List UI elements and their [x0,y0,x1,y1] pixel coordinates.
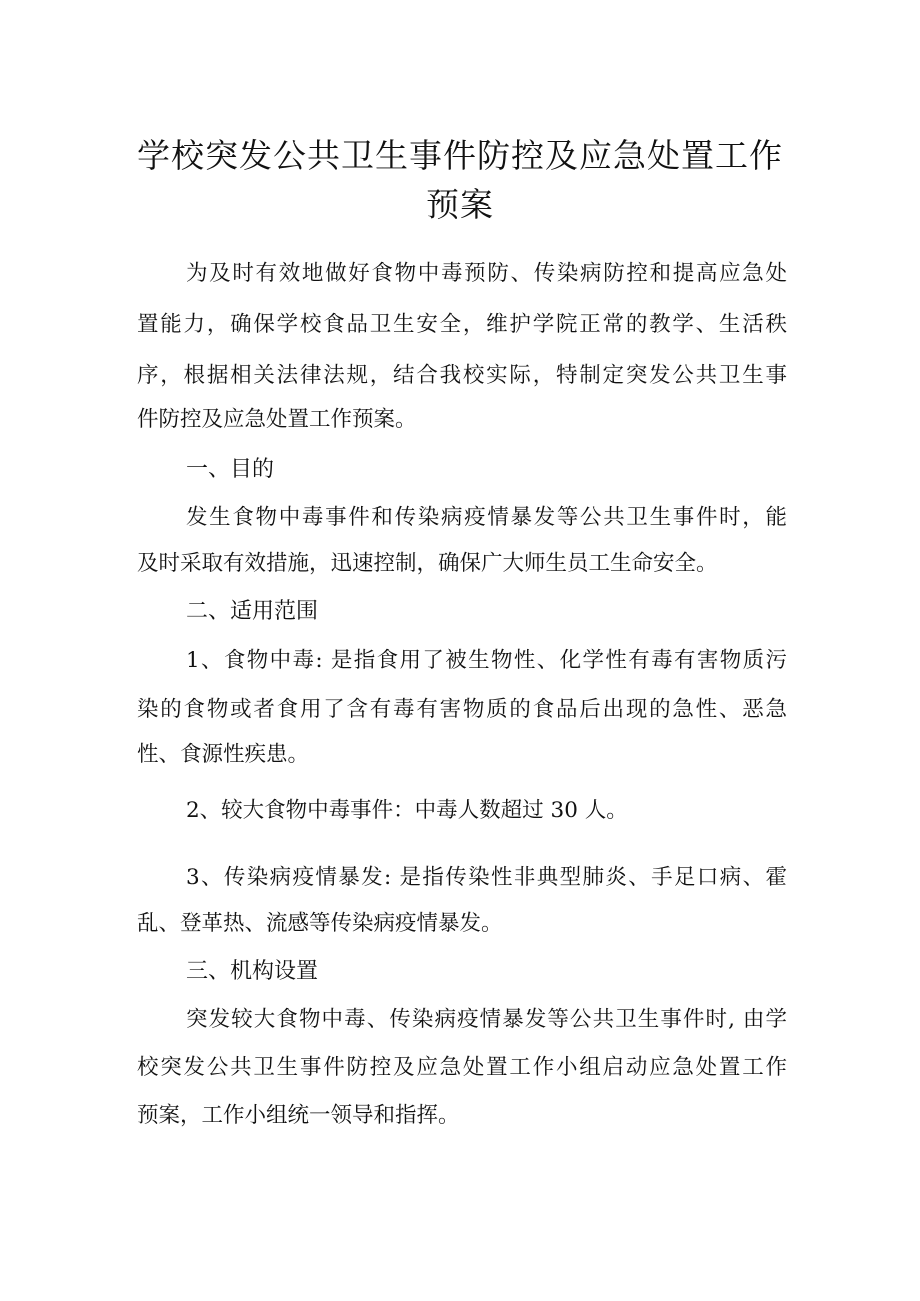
intro-paragraph-line: 置能力，确保学校食品卫生安全，维护学院正常的教学、生活秩 [137,312,787,337]
organization-paragraph-line: 校突发公共卫生事件防控及应急处置工作小组启动应急处置工作 [137,1055,787,1080]
section-heading-scope: 二、适用范围 [186,599,319,624]
scope-item-3-line: 乱、登革热、流感等传染病疫情暴发。 [137,911,503,936]
scope-item-1-line: 1、食物中毒: 是指食用了被生物性、化学性有毒有害物质污 [186,648,787,673]
scope-item-2: 2、较大食物中毒事件：中毒人数超过 30 人。 [186,798,628,823]
organization-paragraph-line: 突发较大食物中毒、传染病疫情暴发等公共卫生事件时, 由学 [186,1007,787,1032]
section-heading-organization: 三、机构设置 [186,959,319,984]
organization-paragraph-line: 预案，工作小组统一领导和指挥。 [137,1103,460,1128]
scope-item-1-line: 性、食源性疾患。 [137,742,310,767]
purpose-paragraph-line: 及时采取有效措施，迅速控制，确保广大师生员工生命安全。 [137,551,718,576]
intro-paragraph-line: 为及时有效地做好食物中毒预防、传染病防控和提高应急处 [186,261,787,286]
intro-paragraph-line: 件防控及应急处置工作预案。 [137,407,417,432]
document-title-line-2: 预案 [426,185,494,224]
document-title-line-1: 学校突发公共卫生事件防控及应急处置工作 [137,136,783,175]
intro-paragraph-line: 序，根据相关法律法规，结合我校实际，特制定突发公共卫生事 [137,363,787,388]
section-heading-purpose: 一、目的 [186,457,275,482]
scope-item-1-line: 染的食物或者食用了含有毒有害物质的食品后出现的急性、恶急 [137,697,787,722]
scope-item-3-line: 3、传染病疫情暴发: 是指传染性非典型肺炎、手足口病、霍 [186,865,787,890]
purpose-paragraph-line: 发生食物中毒事件和传染病疫情暴发等公共卫生事件时，能 [186,505,787,530]
